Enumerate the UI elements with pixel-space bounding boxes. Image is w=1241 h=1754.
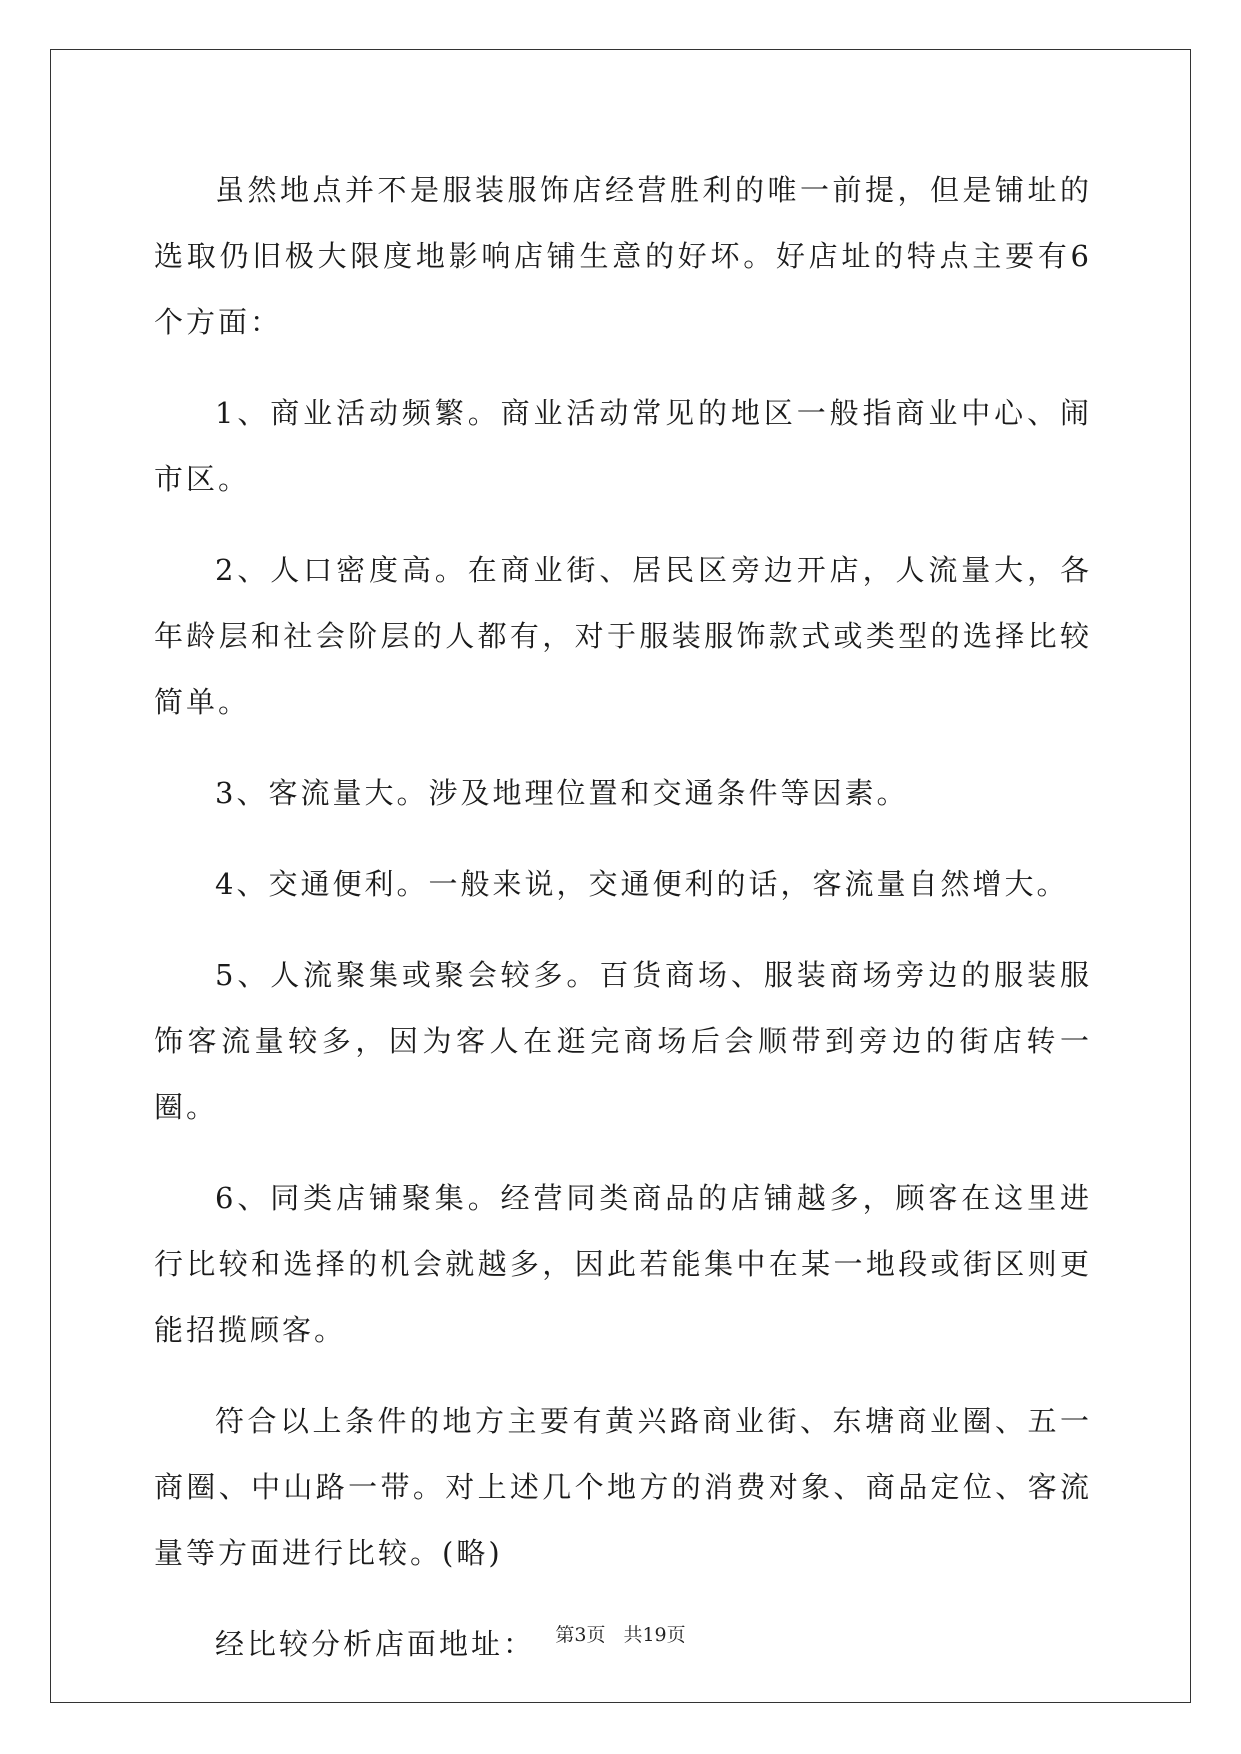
total-pages: 共19页 xyxy=(623,1624,686,1646)
point-3-paragraph: 3、客流量大。涉及地理位置和交通条件等因素。 xyxy=(215,776,909,810)
document-body xyxy=(154,157,1092,1702)
intro-paragraph: 虽然地点并不是服装服饰店经营胜利的唯一前提，但是铺址的选取仍旧极大限度地影响店铺生意的好坏。好店址的特点主要有6个方面： xyxy=(154,173,1092,339)
analysis-heading-paragraph: 经比较分析店面地址： xyxy=(215,1627,536,1661)
page-number: 第3页 xyxy=(555,1624,606,1646)
point-5-paragraph: 5、人流聚集或聚会较多。百货商场、服装商场旁边的服装服饰客流量较多，因为客人在逛完商场后会顺带到旁边的街店转一圈。 xyxy=(154,958,1092,1124)
location-comparison-paragraph: 符合以上条件的地方主要有黄兴路商业街、东塘商业圈、五一商圈、中山路一带。对上述几个地方的消费对象、商品定位、客流量等方面进行比较。(略) xyxy=(154,1404,1092,1570)
page-footer xyxy=(0,1623,1241,1647)
point-6-paragraph: 6、同类店铺聚集。经营同类商品的店铺越多，顾客在这里进行比较和选择的机会就越多，因此若能集中在某一地段或街区则更能招揽顾客。 xyxy=(154,1181,1092,1347)
point-1-paragraph: 1、商业活动频繁。商业活动常见的地区一般指商业中心、闹市区。 xyxy=(154,396,1092,496)
point-4-paragraph: 4、交通便利。一般来说，交通便利的话，客流量自然增大。 xyxy=(215,867,1069,901)
point-2-paragraph: 2、人口密度高。在商业街、居民区旁边开店，人流量大，各年龄层和社会阶层的人都有，对于服装服饰款式或类型的选择比较简单。 xyxy=(154,553,1092,719)
